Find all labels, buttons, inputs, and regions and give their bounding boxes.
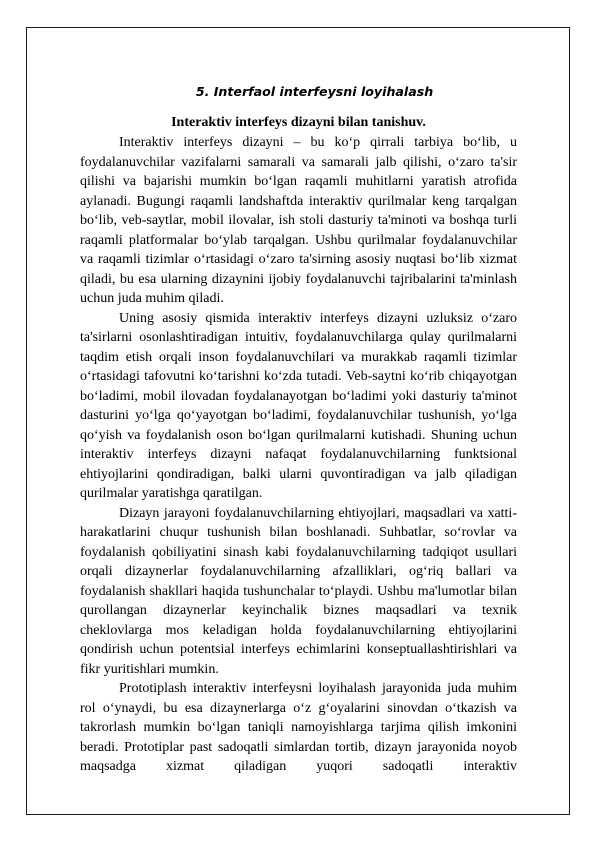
document-body [80, 84, 517, 777]
section-subtitle: Interaktiv interfeys dizayni bilan tanishuv. [171, 115, 426, 130]
paragraph-2: Uning asosiy qismida interaktiv interfeys dizayni uzluksiz o‘zaro ta'sirlarni osonlashtiradigan intuitiv, foydalanuvchilarga qulay qurilmalarni taqdim etish orqali inson foydalanuvchilari va murakkab raqamli tizimlar o‘rtasidagi tafovutni ko‘tarishni ko‘zda tutadi. Veb-saytni ko‘rib chiqayotgan bo‘ladimi, mobil ilovadan foydalanayotgan bo‘ladimi yoki dasturiy ta'minot dasturini yo‘lga qo‘yayotgan bo‘ladimi, foydalanuvchilar tushunish, yo‘lga qo‘yish va foydalanish oson bo‘lgan qurilmalarni kutishadi. Shuning uchun interaktiv interfeys dizayni nafaqat foydalanuvchilarning funktsional ehtiyojlarini qondiradigan, balki ularni quvontiradigan va jalb qiladigan qurilmalar yaratishga qaratilgan. [80, 310, 517, 501]
section-title: 5. Interfaol interfeysni loyihalash [195, 84, 434, 99]
paragraph-3: Dizayn jarayoni foydalanuvchilarning ehtiyojlari, maqsadlari va xatti-harakatlarini chuqur tushunish bilan boshlanadi. Suhbatlar, so‘rovlar va foydalanish qobiliyatini sinash kabi foydalanuvchilarning tadqiqot usullari orqali dizaynerlar foydalanuvchilarning afzalliklari, og‘riq ballari va foydalanish shakllari haqida tushunchalar to‘playdi. Ushbu ma'lumotlar bilan qurollangan dizaynerlar keyinchalik biznes maqsadlari va texnik cheklovlarga mos keladigan holda foydalanuvchilarning ehtiyojlarini qondirish uchun potentsial interfeys echimlarini konseptuallashtirishlari va fikr yuritishlari mumkin. [80, 505, 517, 677]
paragraph-4: Prototiplash interaktiv interfeysni loyihalash jarayonida juda muhim rol o‘ynaydi, bu esa dizaynerlarga o‘z g‘oyalarini sinovdan o‘tkazish va takrorlash mumkin bo‘lgan taniqli namoyishlarga tarjima qilish imkonini beradi. Prototiplar past sadoqatli simlardan tortib, dizayn jarayonida noyob maqsadga xizmat qiladigan yuqori sadoqatli interaktiv [80, 681, 517, 774]
paragraph-1: Interaktiv interfeys dizayni – bu ko‘p qirrali tarbiya bo‘lib, u foydalanuvchilar vazifalarni samarali va samarali jalb qilishi, o‘zaro ta'sir qilishi va bajarishi mumkin bo‘lgan raqamli muhitlarni yaratish atrofida aylanadi. Bugungi raqamli landshaftda interaktiv qurilmalar keng tarqalgan bo‘lib, veb-saytlar, mobil ilovalar, ish stoli dasturiy ta'minoti va boshqa turli raqamli platformalar bo‘ylab tarqalgan. Ushbu qurilmalar foydalanuvchilar va raqamli tizimlar o‘rtasidagi o‘zaro ta'sirning asosiy nuqtasi bo‘lib xizmat qiladi, bu esa ularning dizaynini ijobiy foydalanuvchi tajribalarini ta'minlash uchun juda muhim qiladi. [80, 135, 517, 306]
